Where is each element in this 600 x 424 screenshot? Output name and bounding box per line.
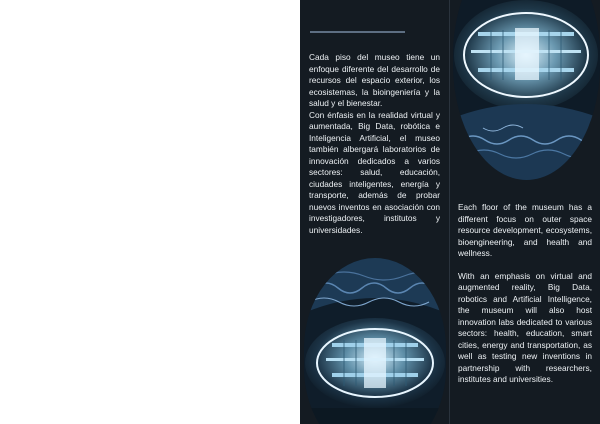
spanish-text-block	[309, 52, 440, 236]
english-paragraph-1: Each floor of the museum has a different focus on outer space resource development, ecosystems, bioengineering, and health and wellness.	[458, 202, 592, 258]
english-text-block	[458, 202, 592, 386]
spanish-column	[300, 0, 450, 424]
accent-rule	[310, 31, 405, 33]
museum-interior-photo-bottom	[304, 258, 446, 424]
spanish-paragraph-1: Cada piso del museo tiene un enfoque diferente del desarrollo de recursos del espacio exterior, los ecosistemas, la bioingeniería y la salud y el bienestar.	[309, 52, 440, 108]
english-paragraph-2: With an emphasis on virtual and augmented reality, Big Data, robotics and Artificial Intelligence, the museum will also host innovation labs dedicated to various sectors: health, education, smart cities, energy and transportation, as well as testing new inventions in partnership with researchers, institutes and universities.	[458, 270, 592, 384]
dark-content-panel	[300, 0, 600, 424]
paragraph-spacer	[458, 260, 592, 271]
spanish-paragraph-2: Con énfasis en la realidad virtual y aumentada, Big Data, robótica e Inteligencia Artificial, el museo también albergará laboratorios de innovación dedicados a varios sectores: salud, educación, ciudades inteligentes, energía y transporte, además de probar nuevos inventos en asociación con investigadores, institutos y universidades.	[309, 109, 440, 235]
